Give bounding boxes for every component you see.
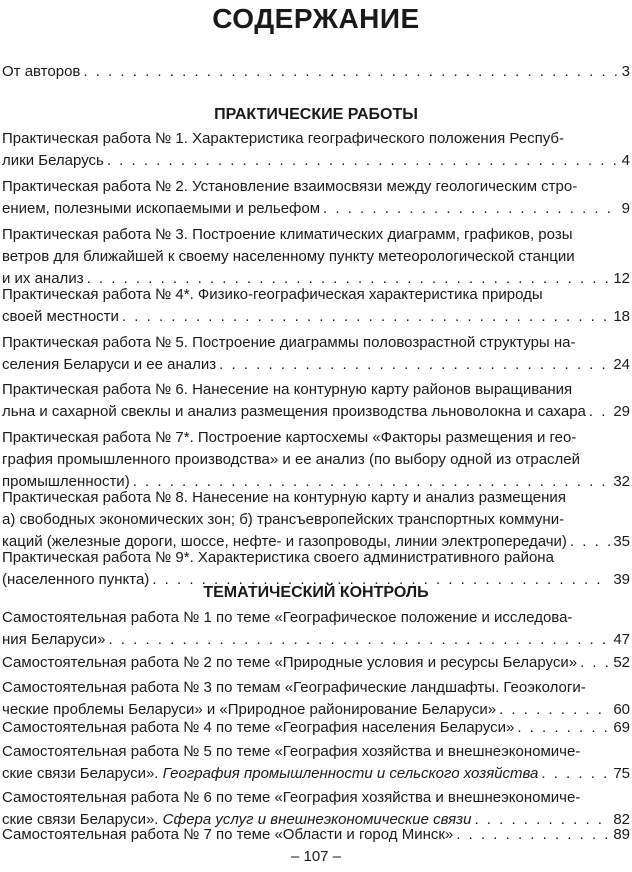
entry-text-italic: Сфера услуг и внешнеэкономические связи [162, 811, 472, 828]
toc-entry-thematic-2[interactable] [2, 652, 630, 674]
entry-text-italic: География промышленности и сельского хозяйства [162, 765, 539, 782]
page-number: 69 [613, 719, 630, 736]
entry-line: Практическая работа № 9*. Характеристика своего административного района [2, 549, 554, 566]
entry-line: Самостоятельная работа № 1 по теме «Географическое положение и исследова- [2, 609, 573, 626]
page-number: 24 [613, 356, 630, 373]
leader-dots [456, 824, 610, 846]
leader-dots [589, 401, 610, 423]
leader-dots [122, 306, 610, 328]
page-title: СОДЕРЖАНИЕ [212, 3, 420, 34]
entry-line-last: ческие проблемы Беларуси» и «Природное районирование Беларуси» [2, 701, 497, 718]
page-number: 3 [621, 63, 630, 80]
page-number: 32 [613, 473, 630, 490]
entry-line: Самостоятельная работа № 6 по теме «География хозяйства и внешнеэкономиче- [2, 789, 581, 806]
entry-line: Практическая работа № 1. Характеристика географического положения Респуб- [2, 130, 564, 147]
toc-entry-practical-4[interactable] [2, 284, 630, 328]
page-number: 9 [621, 200, 630, 217]
entry-line: Практическая работа № 3. Построение климатических диаграмм, графиков, розы [2, 226, 573, 243]
leader-dots [541, 763, 610, 785]
leader-dots [580, 652, 610, 674]
page-number: 47 [613, 631, 630, 648]
toc-entry-thematic-3[interactable] [2, 677, 630, 721]
leader-dots [219, 354, 610, 376]
entry-line-last: промышленности) [2, 473, 130, 490]
page-number: 75 [613, 765, 630, 782]
entry-line: ветров для ближайшей к своему населенному пункту метеорологической станции [2, 248, 575, 265]
page-number: 12 [613, 270, 630, 287]
leader-dots [323, 198, 619, 220]
page-number: 35 [613, 533, 630, 550]
entry-line-last: лики Беларусь [2, 152, 104, 169]
leader-dots [517, 717, 610, 739]
leader-dots [108, 629, 610, 651]
toc-entry-practical-3[interactable] [2, 224, 630, 290]
toc-entry-practical-6[interactable] [2, 379, 630, 423]
page-number: 82 [613, 811, 630, 828]
toc-entry-practical-1[interactable] [2, 128, 630, 172]
page-number: 89 [613, 826, 630, 843]
entry-line-last: Самостоятельная работа № 7 по теме «Области и город Минск» [2, 826, 454, 843]
entry-line: графия промышленного производства» и ее анализ (по выбору одной из отраслей [2, 451, 581, 468]
entry-line-last: селения Беларуси и ее анализ [2, 356, 217, 373]
entry-title: От авторов [2, 63, 81, 80]
section-heading-thematic: ТЕМАТИЧЕСКИЙ КОНТРОЛЬ [203, 584, 429, 601]
toc-entry-practical-2[interactable] [2, 176, 630, 220]
page-number: 4 [621, 152, 630, 169]
page-footer-number: – 107 – [290, 848, 342, 865]
toc-entry-thematic-7[interactable] [2, 824, 630, 846]
entry-line: Самостоятельная работа № 3 по темам «Географические ландшафты. Геоэкологи- [2, 679, 586, 696]
entry-line-last: и их анализ [2, 270, 84, 287]
toc-entry-thematic-1[interactable] [2, 607, 630, 651]
entry-text-regular: ские связи Беларуси». [2, 811, 163, 828]
entry-line-last: ением, полезными ископаемыми и рельефом [2, 200, 321, 217]
page-number: 18 [613, 308, 630, 325]
page-number: 60 [613, 701, 630, 718]
entry-line: Практическая работа № 6. Нанесение на контурную карту районов выращивания [2, 381, 573, 398]
entry-line: Практическая работа № 4*. Физико-географическая характеристика природы [2, 286, 543, 303]
page-number: 39 [613, 571, 630, 588]
toc-entry-intro[interactable] [2, 61, 630, 83]
page-number: 29 [613, 403, 630, 420]
entry-line: Практическая работа № 8. Нанесение на контурную карту и анализ размещения [2, 489, 566, 506]
entry-text-regular: ские связи Беларуси». [2, 765, 163, 782]
entry-line: Практическая работа № 7*. Построение картосхемы «Факторы размещения и гео- [2, 429, 577, 446]
entry-line-last: (населенного пункта) [2, 571, 150, 588]
entry-line-last [2, 763, 538, 785]
entry-line: Самостоятельная работа № 5 по теме «География хозяйства и внешнеэкономиче- [2, 743, 581, 760]
toc-entry-practical-5[interactable] [2, 332, 630, 376]
entry-line-last: Самостоятельная работа № 2 по теме «Природные условия и ресурсы Беларуси» [2, 654, 578, 671]
leader-dots [83, 61, 618, 83]
toc-entry-thematic-4[interactable] [2, 717, 630, 739]
toc-entry-thematic-5[interactable] [2, 741, 630, 785]
entry-line: Практическая работа № 2. Установление взаимосвязи между геологическим стро- [2, 178, 578, 195]
entry-line: а) свободных экономических зон; б) трансъевропейских транспортных коммуни- [2, 511, 565, 528]
entry-line-last: Самостоятельная работа № 4 по теме «География населения Беларуси» [2, 719, 515, 736]
entry-line: Практическая работа № 5. Построение диаграммы половозрастной структуры на- [2, 334, 576, 351]
entry-line-last: льна и сахарной свеклы и анализ размещения производства льноволокна и сахара [2, 403, 586, 420]
page-number: 52 [613, 654, 630, 671]
section-heading-practical: ПРАКТИЧЕСКИЕ РАБОТЫ [214, 106, 418, 123]
entry-line-last: ния Беларуси» [2, 631, 106, 648]
entry-line-last: каций (железные дороги, шоссе, нефте- и газопроводы, линии электропередачи) [2, 533, 567, 550]
entry-line-last: своей местности [2, 308, 119, 325]
toc-entry-practical-7[interactable] [2, 427, 630, 493]
leader-dots [107, 150, 619, 172]
toc-entry-practical-8[interactable] [2, 487, 630, 553]
